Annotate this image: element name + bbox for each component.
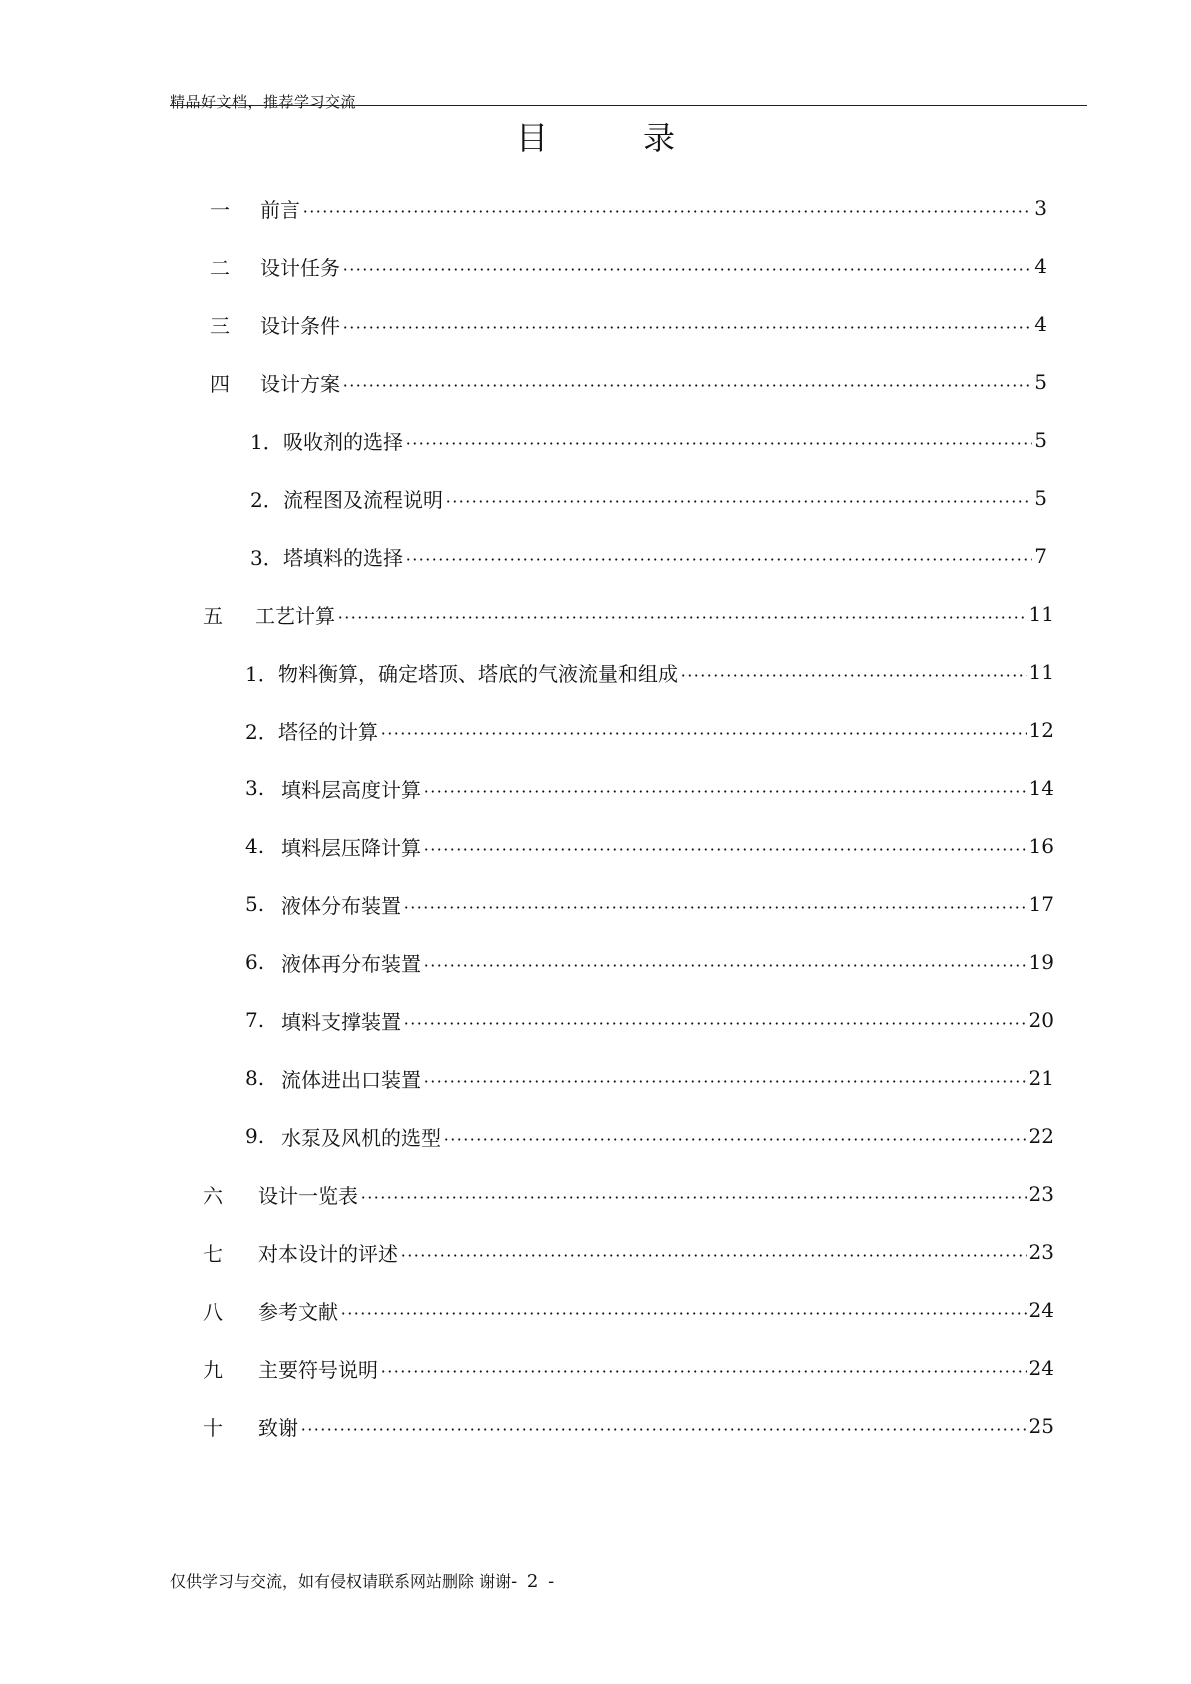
toc-entry-number: 1． <box>245 661 278 686</box>
toc-entry[interactable] <box>245 947 1054 977</box>
toc-entry-label: 前言 <box>260 197 300 222</box>
toc-entry-page: 21 <box>1028 1066 1054 1090</box>
toc-entry[interactable] <box>203 1411 1054 1441</box>
toc-dot-leader <box>300 1428 1027 1431</box>
toc-entry[interactable] <box>245 773 1054 803</box>
toc-entry-page: 5 <box>1034 370 1047 394</box>
toc-entry[interactable] <box>250 425 1047 455</box>
toc-entry-page: 3 <box>1034 196 1047 220</box>
toc-dot-leader <box>423 848 1027 851</box>
toc-entry-label: 填料层压降计算 <box>281 835 421 860</box>
toc-entry-number: 3. <box>245 776 265 800</box>
toc-entry[interactable] <box>245 889 1054 919</box>
toc-entry-page: 16 <box>1028 834 1054 858</box>
toc-entry-number: 二 <box>210 255 230 280</box>
toc-entry[interactable] <box>210 367 1047 397</box>
footer-text: 仅供学习与交流，如有侵权请联系网站删除 谢谢 <box>170 1572 512 1591</box>
toc-dot-leader <box>680 674 1027 677</box>
toc-dot-leader <box>380 1370 1027 1373</box>
toc-entry[interactable] <box>210 309 1047 339</box>
toc-dot-leader <box>405 558 1032 561</box>
toc-dot-leader <box>403 906 1027 909</box>
toc-entry[interactable] <box>250 483 1047 513</box>
toc-entry-number: 4. <box>245 834 265 858</box>
toc-entry-number: 一 <box>210 197 230 222</box>
toc-entry-page: 11 <box>1028 660 1054 684</box>
toc-entry-number: 四 <box>210 371 230 396</box>
toc-entry-number: 2． <box>250 487 283 512</box>
toc-dot-leader <box>445 500 1032 503</box>
toc-entry-label: 设计一览表 <box>258 1183 358 1208</box>
toc-entry[interactable] <box>203 1237 1054 1267</box>
toc-entry[interactable] <box>245 657 1054 687</box>
toc-dot-leader <box>400 1254 1027 1257</box>
page-number: - 2 - <box>511 1571 557 1592</box>
toc-entry-page: 17 <box>1028 892 1054 916</box>
toc-entry-number: 八 <box>203 1299 223 1324</box>
toc-dot-leader <box>423 790 1027 793</box>
toc-entry-page: 20 <box>1028 1008 1054 1032</box>
toc-entry-page: 24 <box>1028 1298 1054 1322</box>
toc-entry[interactable] <box>245 1121 1054 1151</box>
toc-entry-number: 七 <box>203 1241 223 1266</box>
toc-title-char-right: 录 <box>643 119 676 157</box>
toc-entry-label: 参考文献 <box>258 1299 338 1324</box>
toc-entry-label: 设计任务 <box>260 255 340 280</box>
toc-entry[interactable] <box>245 1063 1054 1093</box>
toc-entry-number: 6. <box>245 950 265 974</box>
toc-entry-number: 8. <box>245 1066 265 1090</box>
toc-dot-leader <box>405 442 1032 445</box>
toc-dot-leader <box>342 268 1032 271</box>
toc-entry-page: 4 <box>1034 254 1047 278</box>
toc-entry-label: 水泵及风机的选型 <box>281 1125 441 1150</box>
page-header-text: 精品好文档，推荐学习交流 <box>170 93 357 111</box>
toc-dot-leader <box>380 732 1027 735</box>
toc-dot-leader <box>360 1196 1027 1199</box>
toc-title-char-left: 目 <box>515 119 548 157</box>
toc-entry-label: 填料支撑装置 <box>281 1009 401 1034</box>
toc-entry[interactable] <box>203 1295 1054 1325</box>
toc-entry-page: 7 <box>1034 544 1047 568</box>
toc-entry-label: 塔径的计算 <box>278 719 378 744</box>
toc-entry-number: 五 <box>203 603 223 628</box>
toc-entry-page: 12 <box>1028 718 1054 742</box>
toc-entry[interactable] <box>250 541 1047 571</box>
toc-dot-leader <box>342 326 1032 329</box>
toc-entry-label: 主要符号说明 <box>258 1357 378 1382</box>
toc-dot-leader <box>423 1080 1027 1083</box>
toc-entry-label: 流程图及流程说明 <box>283 487 443 512</box>
toc-dot-leader <box>302 210 1032 213</box>
toc-entry[interactable] <box>245 1005 1054 1035</box>
toc-entry-number: 十 <box>203 1415 223 1440</box>
toc-entry[interactable] <box>245 715 1054 745</box>
toc-entry-label: 流体进出口装置 <box>281 1067 421 1092</box>
toc-entry-label: 液体分布装置 <box>281 893 401 918</box>
toc-entry-number: 5. <box>245 892 265 916</box>
toc-dot-leader <box>403 1022 1027 1025</box>
toc-entry[interactable] <box>203 1179 1054 1209</box>
toc-entry-page: 11 <box>1028 602 1054 626</box>
toc-entry-page: 23 <box>1028 1182 1054 1206</box>
toc-entry-label: 填料层高度计算 <box>281 777 421 802</box>
toc-entry-label: 对本设计的评述 <box>258 1241 398 1266</box>
toc-entry-label: 塔填料的选择 <box>283 545 403 570</box>
toc-entry-number: 1． <box>250 429 283 454</box>
toc-entry-label: 设计方案 <box>260 371 340 396</box>
toc-entry-label: 物料衡算，确定塔顶、塔底的气液流量和组成 <box>278 661 678 686</box>
toc-entry-page: 25 <box>1028 1414 1054 1438</box>
toc-entry-page: 19 <box>1028 950 1054 974</box>
toc-entry-page: 5 <box>1034 428 1047 452</box>
toc-entry-number: 2． <box>245 719 278 744</box>
toc-dot-leader <box>342 384 1032 387</box>
toc-entry[interactable] <box>245 831 1054 861</box>
toc-entry-label: 设计条件 <box>260 313 340 338</box>
toc-entry-label: 工艺计算 <box>255 603 335 628</box>
toc-entry-label: 液体再分布装置 <box>281 951 421 976</box>
toc-entry[interactable] <box>203 1353 1054 1383</box>
toc-entry-page: 14 <box>1028 776 1054 800</box>
toc-dot-leader <box>423 964 1027 967</box>
toc-dot-leader <box>443 1138 1027 1141</box>
toc-entry-label: 吸收剂的选择 <box>283 429 403 454</box>
toc-entry-number: 3． <box>250 545 283 570</box>
toc-entry-number: 九 <box>203 1357 223 1382</box>
toc-entry-page: 24 <box>1028 1356 1054 1380</box>
toc-dot-leader <box>340 1312 1027 1315</box>
toc-entry-number: 六 <box>203 1183 223 1208</box>
toc-entry-page: 4 <box>1034 312 1047 336</box>
toc-entry[interactable] <box>203 599 1054 629</box>
page-footer <box>170 1569 556 1592</box>
toc-entry-page: 22 <box>1028 1124 1054 1148</box>
toc-entry-page: 5 <box>1034 486 1047 510</box>
toc-entry-number: 三 <box>210 313 230 338</box>
toc-entry-page: 23 <box>1028 1240 1054 1264</box>
toc-entry[interactable] <box>210 193 1047 223</box>
toc-dot-leader <box>337 616 1027 619</box>
toc-entry-label: 致谢 <box>258 1415 298 1440</box>
toc-entry[interactable] <box>210 251 1047 281</box>
toc-entry-number: 7. <box>245 1008 265 1032</box>
toc-entry-number: 9. <box>245 1124 265 1148</box>
